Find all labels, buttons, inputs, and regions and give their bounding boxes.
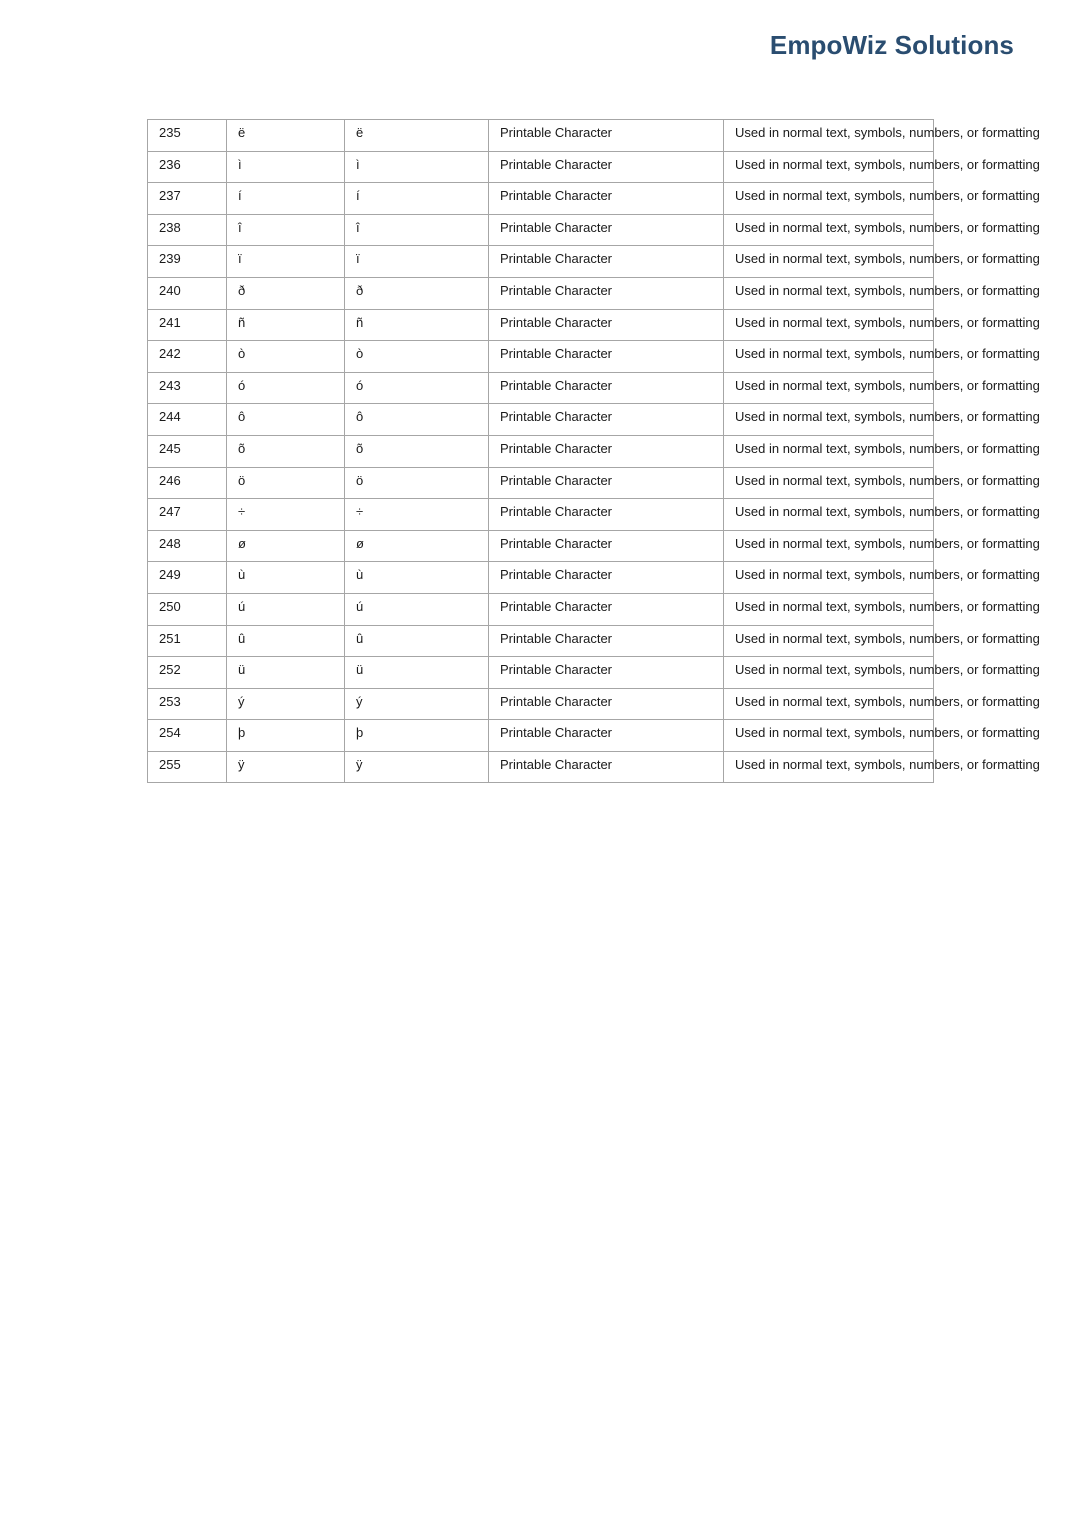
usage-cell: Used in normal text, symbols, numbers, or formatting	[724, 372, 934, 404]
brand-title: EmpoWiz Solutions	[769, 30, 1014, 60]
type-cell: Printable Character	[489, 151, 724, 183]
char-cell: ü	[227, 657, 345, 689]
type-cell: Printable Character	[489, 562, 724, 594]
code-cell: 252	[148, 657, 227, 689]
glyph-cell: ø	[345, 530, 489, 562]
usage-cell: Used in normal text, symbols, numbers, or formatting	[724, 151, 934, 183]
type-cell: Printable Character	[489, 720, 724, 752]
char-cell: ì	[227, 151, 345, 183]
glyph-cell: ô	[345, 404, 489, 436]
type-cell: Printable Character	[489, 183, 724, 215]
table-row	[148, 151, 934, 183]
glyph-cell: ò	[345, 341, 489, 373]
glyph-cell: ì	[345, 151, 489, 183]
code-cell: 243	[148, 372, 227, 404]
char-cell: û	[227, 625, 345, 657]
character-table	[147, 119, 1040, 783]
usage-cell: Used in normal text, symbols, numbers, or formatting	[724, 593, 934, 625]
code-cell: 253	[148, 688, 227, 720]
usage-cell: Used in normal text, symbols, numbers, or formatting	[724, 246, 934, 278]
code-cell: 239	[148, 246, 227, 278]
char-cell: ÿ	[227, 751, 345, 783]
type-cell: Printable Character	[489, 467, 724, 499]
char-cell: ø	[227, 530, 345, 562]
type-cell: Printable Character	[489, 593, 724, 625]
type-cell: Printable Character	[489, 246, 724, 278]
type-cell: Printable Character	[489, 625, 724, 657]
table-row	[148, 530, 934, 562]
glyph-cell: î	[345, 214, 489, 246]
usage-cell: Used in normal text, symbols, numbers, or formatting	[724, 720, 934, 752]
usage-cell: Used in normal text, symbols, numbers, or formatting	[724, 657, 934, 689]
table-row	[148, 246, 934, 278]
glyph-cell: ý	[345, 688, 489, 720]
char-cell: î	[227, 214, 345, 246]
glyph-cell: ö	[345, 467, 489, 499]
usage-cell: Used in normal text, symbols, numbers, or formatting	[724, 562, 934, 594]
table-row	[148, 751, 934, 783]
code-cell: 242	[148, 341, 227, 373]
glyph-cell: ú	[345, 593, 489, 625]
table-row	[148, 120, 934, 152]
glyph-cell: ë	[345, 120, 489, 152]
char-cell: ú	[227, 593, 345, 625]
char-cell: ó	[227, 372, 345, 404]
code-cell: 249	[148, 562, 227, 594]
type-cell: Printable Character	[489, 657, 724, 689]
code-cell: 244	[148, 404, 227, 436]
code-cell: 255	[148, 751, 227, 783]
table-row	[148, 214, 934, 246]
usage-cell: Used in normal text, symbols, numbers, or formatting	[724, 688, 934, 720]
glyph-cell: ü	[345, 657, 489, 689]
type-cell: Printable Character	[489, 688, 724, 720]
type-cell: Printable Character	[489, 404, 724, 436]
type-cell: Printable Character	[489, 341, 724, 373]
char-cell: õ	[227, 435, 345, 467]
glyph-cell: ð	[345, 277, 489, 309]
usage-cell: Used in normal text, symbols, numbers, or formatting	[724, 277, 934, 309]
table-row	[148, 309, 934, 341]
glyph-cell: ï	[345, 246, 489, 278]
char-cell: ð	[227, 277, 345, 309]
type-cell: Printable Character	[489, 277, 724, 309]
code-cell: 240	[148, 277, 227, 309]
glyph-cell: ÿ	[345, 751, 489, 783]
code-cell: 247	[148, 499, 227, 531]
table-row	[148, 593, 934, 625]
table-row	[148, 183, 934, 215]
table-row	[148, 720, 934, 752]
code-cell: 248	[148, 530, 227, 562]
table-row	[148, 435, 934, 467]
type-cell: Printable Character	[489, 530, 724, 562]
table-row	[148, 372, 934, 404]
char-cell: ô	[227, 404, 345, 436]
table-row	[148, 341, 934, 373]
type-cell: Printable Character	[489, 120, 724, 152]
table-row	[148, 657, 934, 689]
type-cell: Printable Character	[489, 372, 724, 404]
usage-cell: Used in normal text, symbols, numbers, or formatting	[724, 467, 934, 499]
code-cell: 237	[148, 183, 227, 215]
type-cell: Printable Character	[489, 435, 724, 467]
usage-cell: Used in normal text, symbols, numbers, or formatting	[724, 120, 934, 152]
table-row	[148, 277, 934, 309]
usage-cell: Used in normal text, symbols, numbers, or formatting	[724, 404, 934, 436]
char-cell: ÷	[227, 499, 345, 531]
char-cell: ö	[227, 467, 345, 499]
char-cell: ý	[227, 688, 345, 720]
usage-cell: Used in normal text, symbols, numbers, or formatting	[724, 530, 934, 562]
table-row	[148, 562, 934, 594]
code-cell: 238	[148, 214, 227, 246]
table-row	[148, 625, 934, 657]
code-cell: 245	[148, 435, 227, 467]
type-cell: Printable Character	[489, 751, 724, 783]
glyph-cell: í	[345, 183, 489, 215]
table-row	[148, 688, 934, 720]
char-cell: ï	[227, 246, 345, 278]
type-cell: Printable Character	[489, 499, 724, 531]
usage-cell: Used in normal text, symbols, numbers, or formatting	[724, 341, 934, 373]
table-row	[148, 467, 934, 499]
glyph-cell: õ	[345, 435, 489, 467]
glyph-cell: û	[345, 625, 489, 657]
char-cell: í	[227, 183, 345, 215]
glyph-cell: ù	[345, 562, 489, 594]
usage-cell: Used in normal text, symbols, numbers, or formatting	[724, 309, 934, 341]
code-cell: 241	[148, 309, 227, 341]
usage-cell: Used in normal text, symbols, numbers, or formatting	[724, 183, 934, 215]
glyph-cell: ñ	[345, 309, 489, 341]
code-cell: 236	[148, 151, 227, 183]
char-cell: ë	[227, 120, 345, 152]
usage-cell: Used in normal text, symbols, numbers, or formatting	[724, 499, 934, 531]
code-cell: 246	[148, 467, 227, 499]
usage-cell: Used in normal text, symbols, numbers, or formatting	[724, 625, 934, 657]
char-cell: ò	[227, 341, 345, 373]
usage-cell: Used in normal text, symbols, numbers, or formatting	[724, 214, 934, 246]
code-cell: 235	[148, 120, 227, 152]
type-cell: Printable Character	[489, 214, 724, 246]
type-cell: Printable Character	[489, 309, 724, 341]
code-cell: 251	[148, 625, 227, 657]
usage-cell: Used in normal text, symbols, numbers, or formatting	[724, 751, 934, 783]
char-cell: ñ	[227, 309, 345, 341]
glyph-cell: ÷	[345, 499, 489, 531]
char-cell: þ	[227, 720, 345, 752]
usage-cell: Used in normal text, symbols, numbers, or formatting	[724, 435, 934, 467]
code-cell: 250	[148, 593, 227, 625]
char-cell: ù	[227, 562, 345, 594]
table-row	[148, 499, 934, 531]
code-cell: 254	[148, 720, 227, 752]
table-row	[148, 404, 934, 436]
glyph-cell: þ	[345, 720, 489, 752]
glyph-cell: ó	[345, 372, 489, 404]
